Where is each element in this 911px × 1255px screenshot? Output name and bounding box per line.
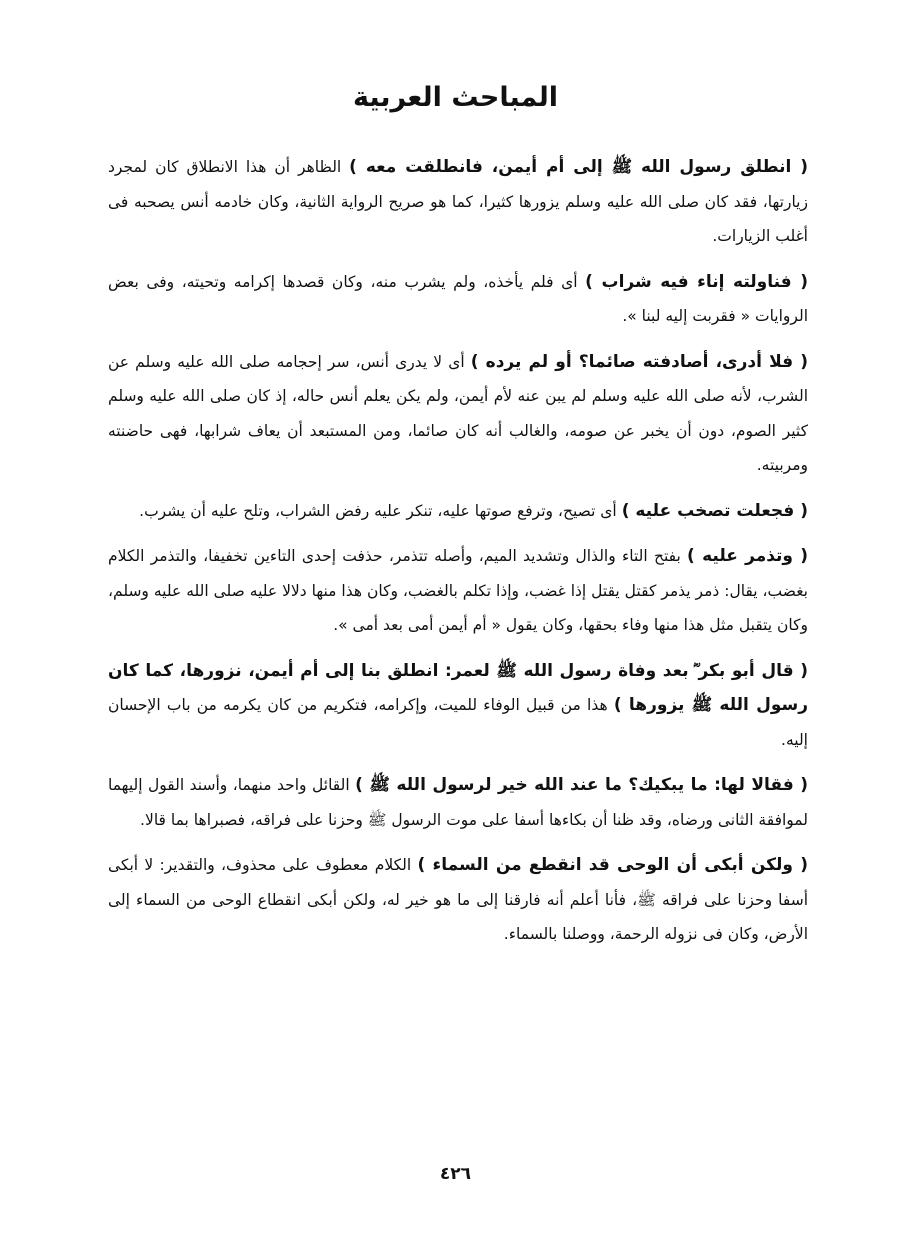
- quoted-hadith-text: ( فناولته إناء فيه شراب ): [585, 271, 809, 292]
- commentary-text: أى لا يدرى أنس، سر إحجامه صلى الله عليه وسلم عن الشرب، لأنه صلى الله عليه وسلم لم يبن عنه لأم أيمن، ولم يكن يعلم أنس حاله، إذ كان صلى الله عليه وسلم كثير الصوم، دون أن يخبر عن صومه، والغالب أنه كان صائما، ومن المستبعد أن يعاف شرابها، فهى حاضنته ومربيته.: [108, 352, 808, 474]
- quoted-hadith-text: ( قال أبو بكر ؓ بعد وفاة رسول الله ﷺ لعمر: انطلق بنا إلى أم أيمن، نزورها، كما كان رسول الله ﷺ يزورها ): [108, 660, 808, 715]
- paragraph: [108, 265, 808, 334]
- page-title: المباحث العربية: [352, 82, 559, 113]
- paragraph: [108, 768, 808, 837]
- paragraph: [108, 654, 808, 758]
- commentary-text: بفتح التاء والذال وتشديد الميم، وأصله تتذمر، حذفت إحدى التاءين تخفيفا، والتذمر الكلام بغضب، يقال: ذمر يذمر كقتل يقتل إذا غضب، وإذا تكلم بالغضب، وكان هذا منها دلالا عليه صلى الله عليه وسلم، وكان يتقبل مثل هذا منها وفاء بحقها، وكان يقول « أم أيمن أمى بعد أمى ».: [108, 547, 808, 634]
- quoted-hadith-text: ( انطلق رسول الله ﷺ إلى أم أيمن، فانطلقت معه ): [349, 157, 808, 177]
- commentary-text: القائل واحد منهما، وأسند القول إليهما لموافقة الثانى ورضاه، وقد ظنا أن بكاءها أسفا على موت الرسول ﷺ وحزنا على فراقه، فصبراها بما قالا.: [108, 776, 808, 829]
- paragraph: [108, 848, 808, 952]
- page-number: ٤٢٦: [439, 1164, 472, 1184]
- commentary-text: هذا من قبيل الوفاء للميت، وإكرامه، فتكريم من كان يكرمه من باب الإحسان إليه.: [108, 696, 808, 749]
- commentary-text: الكلام معطوف على محذوف، والتقدير: لا أبكى أسفا وحزنا على فراقه ﷺ، فأنا أعلم أنه فارقنا إلى ما هو خير له، ولكن أبكى انقطاع الوحى من السماء إلى الأرض، وكان فى نزوله الرحمة، ووصلنا بالسماء.: [108, 856, 808, 943]
- paragraph: [108, 494, 808, 529]
- quoted-hadith-text: ( فقالا لها: ما يبكيك؟ ما عند الله خير لرسول الله ﷺ ): [355, 775, 808, 795]
- quoted-hadith-text: ( فلا أدرى، أصادفته صائما؟ أو لم يرده ): [470, 351, 808, 372]
- commentary-text: الظاهر أن هذا الانطلاق كان لمجرد زيارتها، فقد كان صلى الله عليه وسلم يزورها كثيرا، كما هو صريح الرواية الثانية، وكان خادمه أنس يصحبه فى أغلب الزيارات.: [108, 158, 808, 245]
- quoted-hadith-text: ( ولكن أبكى أن الوحى قد انقطع من السماء ): [417, 855, 808, 875]
- paragraph: [108, 345, 808, 483]
- quoted-hadith-text: ( فجعلت تصخب عليه ): [621, 500, 808, 521]
- quoted-hadith-text: ( وتذمر عليه ): [687, 546, 809, 566]
- commentary-text: أى تصيح، وترفع صوتها عليه، تنكر عليه رفض الشراب، وتلح عليه أن يشرب.: [139, 501, 617, 520]
- body-text: [108, 150, 808, 963]
- paragraph: [108, 539, 808, 643]
- paragraph: [108, 150, 808, 254]
- commentary-text: أى فلم يأخذه، ولم يشرب منه، وكان قصدها إكرامه وتحيته، وفى بعض الروايات « فقربت إليه لبنا ».: [108, 272, 808, 325]
